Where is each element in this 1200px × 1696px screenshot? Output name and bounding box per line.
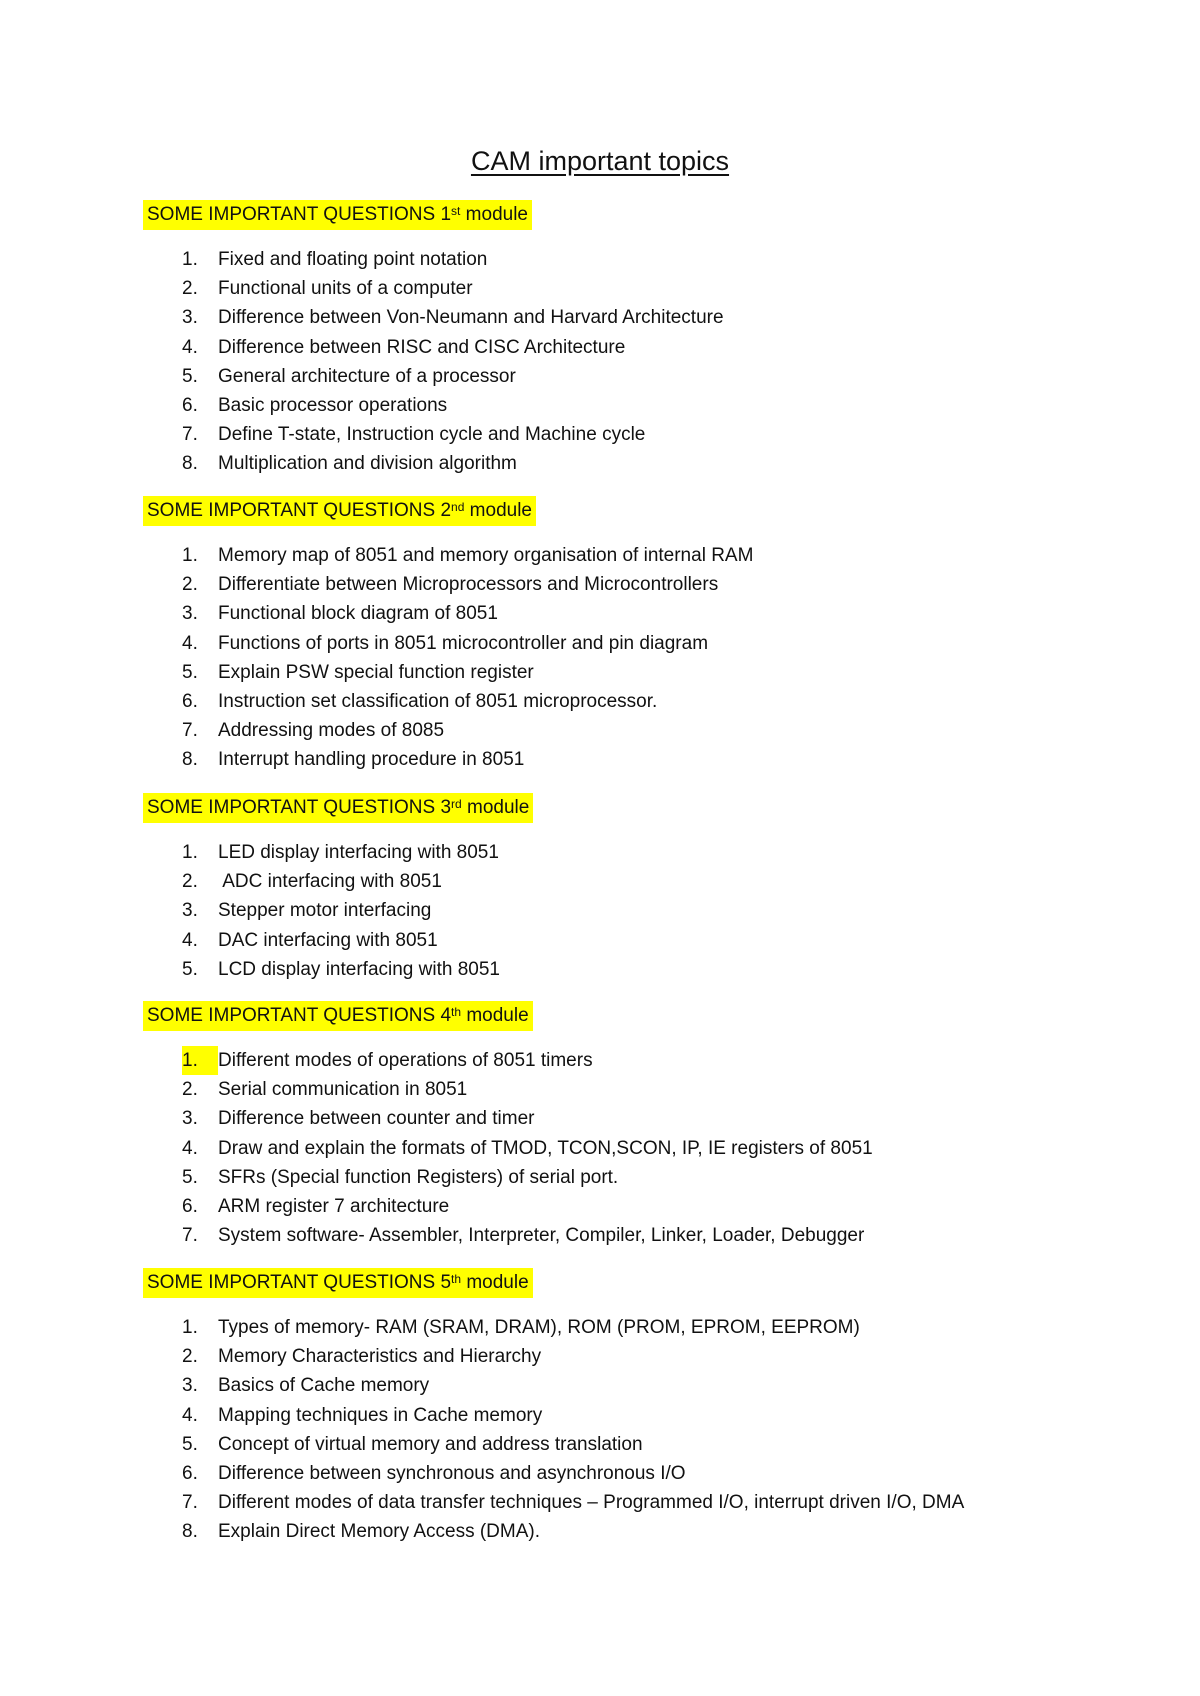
item-text: Different modes of operations of 8051 timers (218, 1050, 593, 1071)
item-number: 5. (182, 1433, 198, 1455)
item-number: 2. (182, 1346, 198, 1368)
list-item (0, 1401, 1200, 1430)
item-number: 5. (182, 365, 198, 387)
item-text: Difference between counter and timer (218, 1108, 535, 1130)
item-text: Difference between synchronous and asynchronous I/O (218, 1462, 686, 1484)
item-number: 7. (182, 424, 198, 446)
item-number: 1. (182, 249, 198, 270)
heading-text: SOME IMPORTANT QUESTIONS 2 (147, 500, 452, 521)
item-text: DAC interfacing with 8051 (218, 929, 438, 951)
item-text: Differentiate between Microprocessors and Microcontrollers (218, 574, 719, 596)
list-item (0, 1104, 1200, 1133)
module-5-heading (143, 1268, 533, 1298)
module-5-list (0, 1313, 1200, 1547)
page-title: CAM important topics (470, 146, 730, 176)
item-number: 4. (182, 929, 198, 951)
list-item (0, 1488, 1200, 1517)
item-text: ARM register 7 architecture (218, 1195, 450, 1217)
list-item (0, 449, 1200, 478)
item-number: 4. (182, 336, 198, 358)
item-text: Draw and explain the formats of TMOD, TCON,SCON, IP, IE registers of 8051 (218, 1137, 873, 1159)
heading-text: SOME IMPORTANT QUESTIONS 1 (147, 204, 452, 225)
heading-text: SOME IMPORTANT QUESTIONS 5 (147, 1272, 452, 1293)
list-item (0, 955, 1200, 984)
list-item (0, 245, 1200, 274)
list-item (0, 420, 1200, 449)
heading-ordinal: nd (451, 500, 465, 514)
list-item (0, 274, 1200, 303)
heading-text: SOME IMPORTANT QUESTIONS 4 (147, 1005, 452, 1026)
item-text: Different modes of data transfer techniques – Programmed I/O, interrupt driven I/O, DMA (218, 1492, 965, 1514)
list-item (0, 1134, 1200, 1163)
item-text: Instruction set classification of 8051 microprocessor. (218, 690, 658, 712)
item-number: 5. (182, 661, 198, 683)
list-item (0, 1221, 1200, 1250)
item-text: Memory map of 8051 and memory organisation of internal RAM (218, 545, 754, 566)
item-text: Functional units of a computer (218, 278, 473, 300)
item-number: 6. (182, 394, 198, 416)
item-text: Stepper motor interfacing (218, 900, 432, 922)
item-number: 6. (182, 690, 198, 712)
item-number: 2. (182, 574, 198, 596)
list-item (0, 303, 1200, 332)
item-number: 2. (182, 278, 198, 300)
item-text: Define T-state, Instruction cycle and Machine cycle (218, 424, 646, 446)
item-number: 2. (182, 871, 198, 893)
list-item (0, 745, 1200, 774)
module-1-list (0, 245, 1200, 479)
item-number: 7. (182, 1492, 198, 1514)
item-text: SFRs (Special function Registers) of serial port. (218, 1166, 619, 1188)
item-text: Multiplication and division algorithm (218, 453, 517, 475)
list-item (0, 391, 1200, 420)
module-3-heading (143, 793, 533, 823)
heading-ordinal: th (451, 1272, 462, 1286)
item-number: 4. (182, 632, 198, 654)
list-item (0, 1371, 1200, 1400)
heading-ordinal: th (451, 1005, 462, 1019)
item-number: 3. (182, 900, 198, 922)
item-number: 1. (182, 1317, 198, 1338)
item-text: LCD display interfacing with 8051 (218, 958, 500, 980)
list-item (0, 687, 1200, 716)
item-number: 1. (182, 842, 198, 863)
item-text: Fixed and floating point notation (218, 249, 488, 270)
list-item (0, 1313, 1200, 1342)
item-number: 1. (182, 545, 198, 566)
list-item (0, 541, 1200, 570)
list-item (0, 926, 1200, 955)
heading-ordinal: st (451, 204, 461, 218)
list-item (0, 1459, 1200, 1488)
list-item (0, 570, 1200, 599)
item-number: 8. (182, 1521, 198, 1543)
item-number: 6. (182, 1195, 198, 1217)
item-text: Explain Direct Memory Access (DMA). (218, 1521, 541, 1543)
item-text: Explain PSW special function register (218, 661, 534, 683)
item-text: Functional block diagram of 8051 (218, 603, 498, 625)
item-text: System software- Assembler, Interpreter, Compiler, Linker, Loader, Debugger (218, 1225, 865, 1247)
list-item (0, 867, 1200, 896)
item-text: Types of memory- RAM (SRAM, DRAM), ROM (PROM, EPROM, EEPROM) (218, 1317, 860, 1338)
item-text: ADC interfacing with 8051 (218, 871, 442, 893)
module-1-heading (143, 200, 532, 230)
heading-suffix: module (460, 204, 528, 225)
list-item (0, 1517, 1200, 1546)
item-number: 8. (182, 749, 198, 771)
item-text: LED display interfacing with 8051 (218, 842, 499, 863)
heading-text: SOME IMPORTANT QUESTIONS 3 (147, 797, 452, 818)
item-number: 2. (182, 1079, 198, 1101)
item-number: 3. (182, 603, 198, 625)
module-4-heading (143, 1001, 533, 1031)
list-item (0, 1192, 1200, 1221)
item-text: Mapping techniques in Cache memory (218, 1404, 543, 1426)
heading-ordinal: rd (451, 797, 462, 811)
heading-suffix: module (461, 1272, 529, 1293)
item-number: 8. (182, 453, 198, 475)
heading-suffix: module (461, 797, 530, 818)
list-item (0, 599, 1200, 628)
item-number: 4. (182, 1137, 198, 1159)
item-number: 4. (182, 1404, 198, 1426)
list-item (0, 1163, 1200, 1192)
item-number: 7. (182, 1225, 198, 1247)
module-2-heading (143, 496, 536, 526)
item-number: 6. (182, 1462, 198, 1484)
item-text: Addressing modes of 8085 (218, 720, 445, 742)
list-item (0, 658, 1200, 687)
item-text: Basics of Cache memory (218, 1375, 430, 1397)
item-number: 3. (182, 307, 198, 329)
item-number: 5. (182, 958, 198, 980)
list-item (0, 1075, 1200, 1104)
module-4-list (0, 1046, 1200, 1250)
list-item (0, 1430, 1200, 1459)
list-item (0, 1046, 1200, 1075)
item-text: Functions of ports in 8051 microcontroller and pin diagram (218, 632, 709, 654)
list-item (0, 1342, 1200, 1371)
item-number: 3. (182, 1108, 198, 1130)
list-item (0, 333, 1200, 362)
item-number: 5. (182, 1166, 198, 1188)
heading-suffix: module (461, 1005, 529, 1026)
item-text: Difference between Von-Neumann and Harvard Architecture (218, 307, 724, 329)
item-text: Memory Characteristics and Hierarchy (218, 1346, 542, 1368)
item-number: 3. (182, 1375, 198, 1397)
list-item (0, 838, 1200, 867)
list-item (0, 716, 1200, 745)
list-item (0, 362, 1200, 391)
item-number: 7. (182, 720, 198, 742)
list-item (0, 629, 1200, 658)
module-2-list (0, 541, 1200, 775)
item-text: Difference between RISC and CISC Architecture (218, 336, 626, 358)
list-item (0, 896, 1200, 925)
module-3-list (0, 838, 1200, 984)
item-text: Interrupt handling procedure in 8051 (218, 749, 525, 771)
heading-suffix: module (464, 500, 533, 521)
item-text: Serial communication in 8051 (218, 1079, 468, 1101)
item-number: 1. (182, 1046, 218, 1075)
item-text: General architecture of a processor (218, 365, 516, 387)
item-text: Concept of virtual memory and address translation (218, 1433, 643, 1455)
item-text: Basic processor operations (218, 394, 448, 416)
